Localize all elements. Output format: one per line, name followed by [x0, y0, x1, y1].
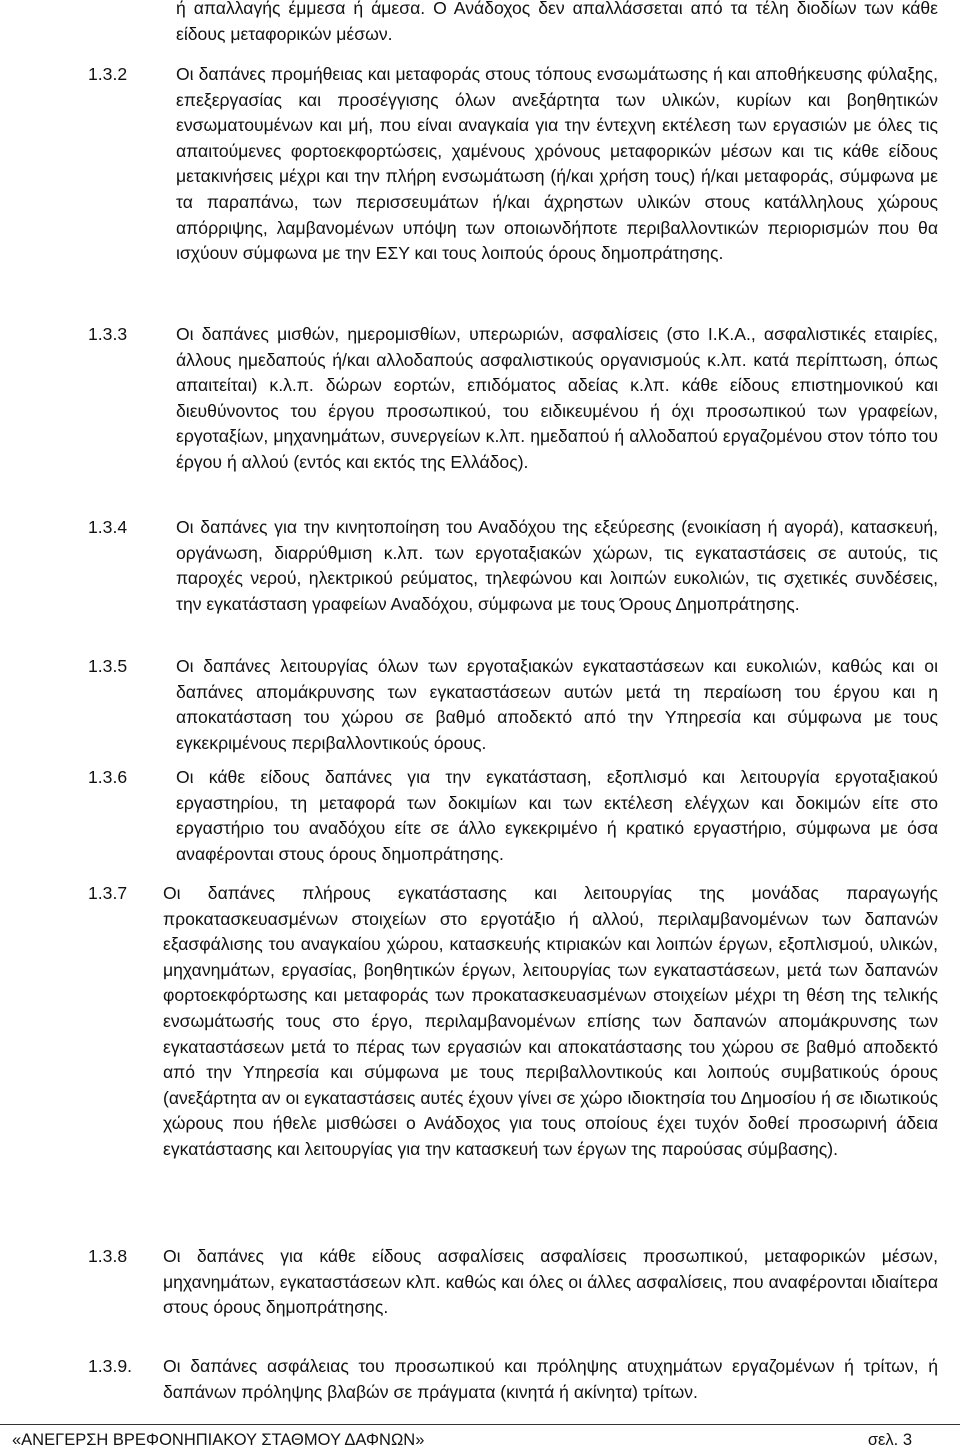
footer-page-number: σελ. 3	[867, 1431, 912, 1449]
item-number: 1.3.2	[88, 64, 128, 84]
item-number: 1.3.3	[88, 324, 128, 344]
item-number: 1.3.4	[88, 517, 128, 537]
item-text: Οι δαπάνες για κάθε είδους ασφαλίσεις ασφαλίσεις προσωπικού, μεταφορικών μέσων, μηχανημάτων, εγκαταστάσεων κλπ. καθώς και όλες οι άλλες ασφαλίσεις, που αναφέρονται ιδιαίτερα στους όρους δημοπράτησης.	[163, 1246, 938, 1318]
item-number: 1.3.8	[88, 1246, 128, 1266]
item-text: Οι δαπάνες ασφάλειας του προσωπικού και πρόληψης ατυχημάτων εργαζομένων ή τρίτων, ή δαπάνων πρόληψης βλαβών σε πράγματα (κινητά ή ακίνητα) τρίτων.	[163, 1356, 938, 1402]
footer-project-title: «ΑΝΕΓΕΡΣΗ ΒΡΕΦΟΝΗΠΙΑΚΟΥ ΣΤΑΘΜΟΥ ΔΑΦΝΩΝ»	[12, 1431, 425, 1449]
footer-divider	[0, 1424, 960, 1425]
item-text: Οι δαπάνες πλήρους εγκατάστασης και λειτουργίας της μονάδας παραγωγής προκατασκευασμένων στοιχείων στο εργοτάξιο ή αλλού, περιλαμβανομένων των δαπανών εξασφάλισης του αναγκαίου χώρου, κατασκευής κτιριακών και λοιπών έργων, εξοπλισμού, υλικών, μηχανημάτων, εργασίας, βοηθητικών έργων, λειτουργίας των εγκαταστάσεων, μετά των δαπανών φορτοεκφόρτωσης και μεταφοράς των προκατασκευασμένων στοιχείων μέχρι τη θέση της τελικής ενσωμάτωσής τους στο έργο, περιλαμβανομένων επίσης των δαπανών απομάκρυνσης των εγκαταστάσεων μετά το πέρας των εργασιών και αποκατάστασης του χώρου σε βαθμό αποδεκτό από την Υπηρεσία και σύμφωνα με τους περιβαλλοντικούς και λοιπούς συμβατικούς όρους (ανεξάρτητα αν οι εγκαταστάσεις αυτές έχουν γίνει σε χώρο ιδιοκτησία του Δημοσίου ή σε ιδιωτικούς χώρους που ήθελε μισθώσει ο Ανάδοχος για τους οποίους έχει τυχόν δοθεί προσωρινή άδεια εγκατάστασης και λειτουργίας για την κατασκευή των έργων της παρούσας σύμβασης).	[163, 883, 938, 1159]
item-text: Οι δαπάνες μισθών, ημερομισθίων, υπερωριών, ασφαλίσεις (στο Ι.Κ.Α., ασφαλιστικές εταιρίες, άλλους ημεδαπούς ή/και αλλοδαπούς ασφαλιστικούς οργανισμούς κ.λπ. κατά περίπτωση, όπως απαιτείται) κ.λ.π. δώρων εορτών, επιδόματος αδείας κ.λπ. κάθε είδους επιστημονικού και διευθύνοντος του έργου προσωπικού, του ειδικευμένου ή όχι προσωπικού των γραφείων, εργοταξίων, μηχανημάτων, συνεργείων κ.λπ. ημεδαπού ή αλλοδαπού εργαζομένου στον τόπο του έργου ή αλλού (εντός και εκτός της Ελλάδος).	[176, 324, 938, 472]
item-number: 1.3.6	[88, 767, 128, 787]
item-text: Οι κάθε είδους δαπάνες για την εγκατάσταση, εξοπλισμό και λειτουργία εργοταξιακού εργαστηρίου, τη μεταφορά των δοκιμίων και των εκτέλεση ελέγχων και δοκιμών είτε στο εργαστήριο του αναδόχου είτε σε άλλο εγκεκριμένο ή κρατικό εργαστήριο, σύμφωνα με όσα αναφέρονται στους όρους δημοπράτησης.	[176, 767, 938, 864]
item-text: Οι δαπάνες προμήθειας και μεταφοράς στους τόπους ενσωμάτωσης ή και αποθήκευσης φύλαξης, επεξεργασίας και προσέγγισης όλων ανεξάρτητα των υλικών, κυρίων και βοηθητικών ενσωματουμένων και μή, που είναι αναγκαία για την έντεχνη εκτέλεση των εργασιών με όλες τις απαιτούμενες φορτοεκφορτώσεις, χαμένους χρόνους μεταφορικών μέσων και τις κάθε είδους μετακινήσεις μέχρι και την πλήρη ενσωμάτωση (ή/και χρήση τους) ή/και μεταφοράς, σύμφωνα με τα παραπάνω, των περισσευμάτων ή/και άχρηστων υλικών στους κατάλληλους χώρους απόρριψης, λαμβανομένων υπόψη των οποιωνδήποτε περιβαλλοντικών περιορισμών που θα ισχύουν σύμφωνα με την ΕΣΥ και τους λοιπούς όρους δημοπράτησης.	[176, 64, 938, 264]
item-number: 1.3.9.	[88, 1356, 133, 1376]
intro-paragraph: ή απαλλαγής έμμεσα ή άμεσα. Ο Ανάδοχος δεν απαλλάσσεται από τα τέλη διοδίων των κάθε είδους μεταφορικών μέσων.	[176, 0, 938, 44]
item-number: 1.3.5	[88, 656, 128, 676]
item-number: 1.3.7	[88, 883, 128, 903]
item-text: Οι δαπάνες για την κινητοποίηση του Αναδόχου της εξεύρεσης (ενοικίαση ή αγορά), κατασκευή, οργάνωση, διαρρύθμιση κ.λπ. των εργοταξιακών χώρων, τις εγκαταστάσεις σε αυτούς, τις παροχές νερού, ηλεκτρικού ρεύματος, τηλεφώνου και λοιπών ευκολιών, τις σχετικές συνδέσεις, την εγκατάσταση γραφείων Αναδόχου, σύμφωνα με τους Όρους Δημοπράτησης.	[176, 517, 938, 614]
item-text: Οι δαπάνες λειτουργίας όλων των εργοταξιακών εγκαταστάσεων και ευκολιών, καθώς και οι δαπάνες απομάκρυνσης των εγκαταστάσεων αυτών μετά τη περαίωση του έργου και η αποκατάσταση του χώρου σε βαθμό αποδεκτό από την Υπηρεσία και σύμφωνα με τους εγκεκριμένους περιβαλλοντικούς όρους.	[176, 656, 938, 753]
